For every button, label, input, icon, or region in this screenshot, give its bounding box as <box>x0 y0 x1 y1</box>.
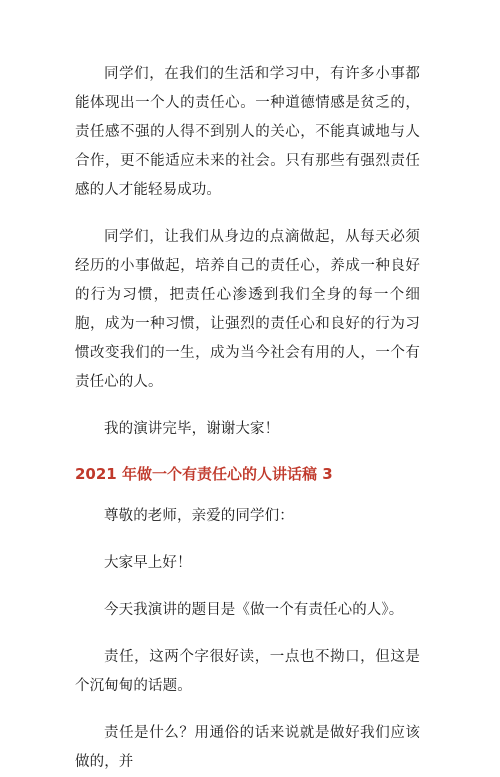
salutation: 尊敬的老师，亲爱的同学们： <box>104 508 294 524</box>
paragraph: 同学们，在我们的生活和学习中，有许多小事都能体现出一个人的责任心。一种道德情感是贫乏的，责任感不强的人得不到别人的关心，不能真诚地与人合作，更不能适应未来的社会。只有那些有强烈责任感的人才能轻易成功。 <box>75 66 420 198</box>
cut-off-line-wrapper <box>75 719 420 770</box>
paragraph: 责任，这两个字很好读，一点也不拗口，但这是个沉甸甸的话题。 <box>75 649 420 694</box>
greeting: 大家早上好！ <box>104 555 192 571</box>
document-page <box>75 60 420 770</box>
paragraph-partial: 责任是什么？用通俗的话来说就是做好我们应该做的，并 <box>75 725 420 770</box>
paragraph: 同学们，让我们从身边的点滴做起，从每天必须经历的小事做起，培养自己的责任心，养成一种良好的行为习惯，把责任心渗透到我们全身的每一个细胞，成为一种习惯，让强烈的责任心和良好的行为习惯改变我们的一生，成为当今社会有用的人，一个有责任心的人。 <box>75 229 420 390</box>
closing-line: 我的演讲完毕，谢谢大家！ <box>104 421 280 437</box>
speech-title-line: 今天我演讲的题目是《做一个有责任心的人》。 <box>104 602 404 618</box>
section-heading: 2021 年做一个有责任心的人讲话稿 3 <box>75 465 333 483</box>
